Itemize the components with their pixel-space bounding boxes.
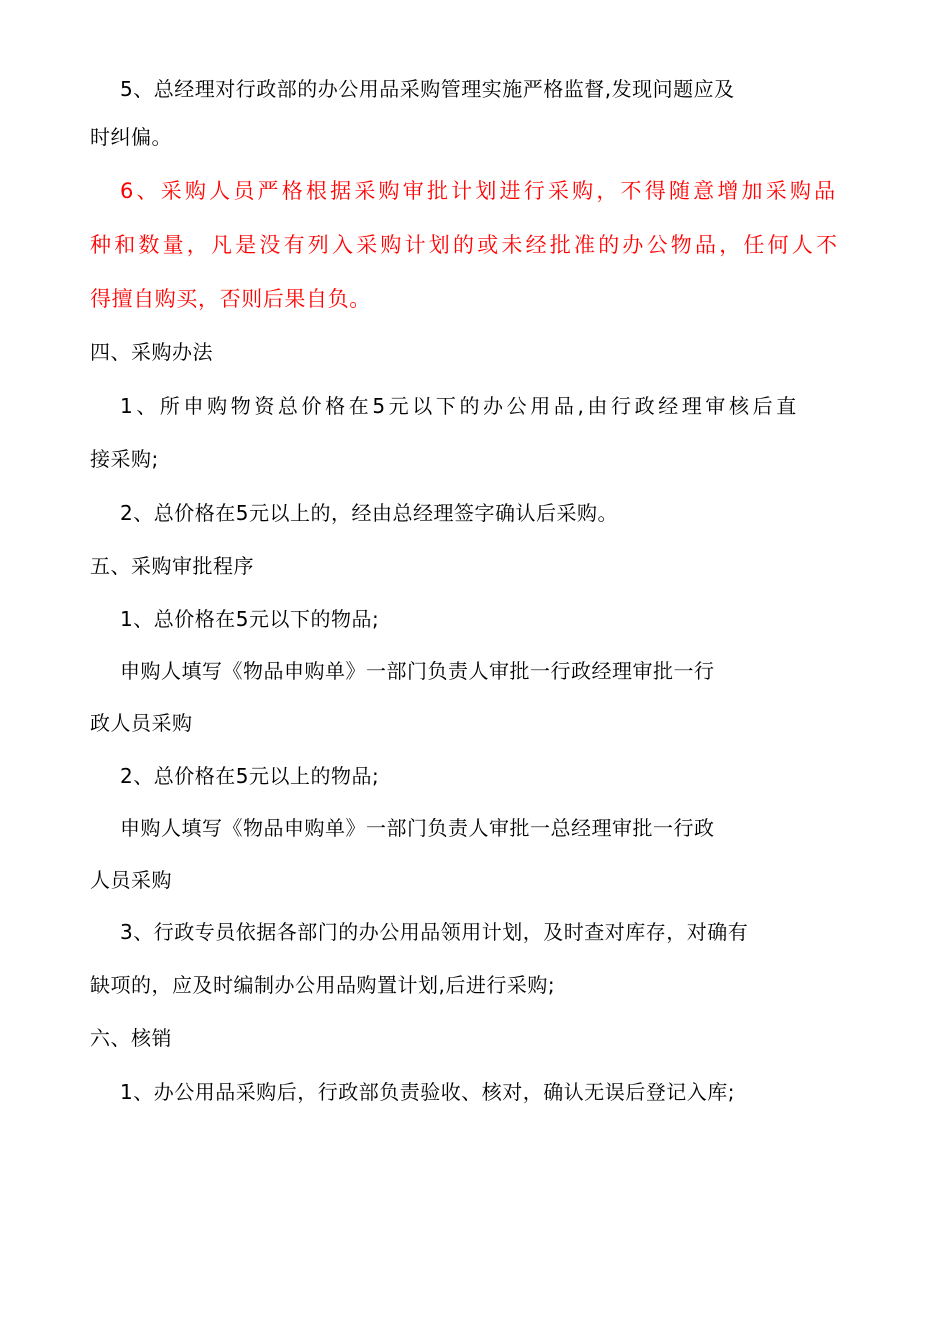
procedure-item-3-line-1: 3、行政专员依据各部门的办公用品领用计划，及时查对库存，对确有 bbox=[120, 920, 749, 944]
section-heading-purchase-method: 四、采购办法 bbox=[90, 340, 213, 364]
method-item-1-line-2: 接采购; bbox=[90, 447, 159, 471]
procedure-item-2-flow-line-1: 申购人填写《物品申购单》一部门负责人审批一总经理审批一行政 bbox=[120, 816, 715, 840]
procedure-item-2: 2、总价格在5元以上的物品; bbox=[120, 764, 380, 788]
procedure-item-2-flow-line-2: 人员采购 bbox=[90, 868, 172, 892]
procedure-item-1: 1、总价格在5元以下的物品; bbox=[120, 607, 380, 631]
paragraph-5-line-2: 时纠偏。 bbox=[90, 125, 172, 149]
section-heading-write-off: 六、核销 bbox=[90, 1026, 172, 1050]
procedure-item-3-line-2: 缺项的，应及时编制办公用品购置计划,后进行采购; bbox=[90, 973, 556, 997]
section-heading-approval-procedure: 五、采购审批程序 bbox=[90, 554, 254, 578]
write-off-item-1: 1、办公用品采购后，行政部负责验收、核对，确认无误后登记入库; bbox=[120, 1080, 735, 1104]
paragraph-5-line-1: 5、总经理对行政部的办公用品采购管理实施严格监督,发现问题应及 bbox=[120, 77, 735, 101]
paragraph-6-line-3: 得擅自购买，否则后果自负。 bbox=[90, 287, 371, 311]
paragraph-6-line-2: 种和数量，凡是没有列入采购计划的或未经批准的办公物品，任何人不 bbox=[90, 233, 841, 257]
method-item-2: 2、总价格在5元以上的，经由总经理签字确认后采购。 bbox=[120, 501, 618, 525]
procedure-item-1-flow-line-2: 政人员采购 bbox=[90, 711, 193, 735]
paragraph-6-line-1: 6、采购人员严格根据采购审批计划进行采购，不得随意增加采购品 bbox=[120, 179, 839, 203]
method-item-1-line-1: 1、所申购物资总价格在5元以下的办公用品,由行政经理审核后直 bbox=[120, 394, 800, 418]
procedure-item-1-flow-line-1: 申购人填写《物品申购单》一部门负责人审批一行政经理审批一行 bbox=[120, 659, 715, 683]
